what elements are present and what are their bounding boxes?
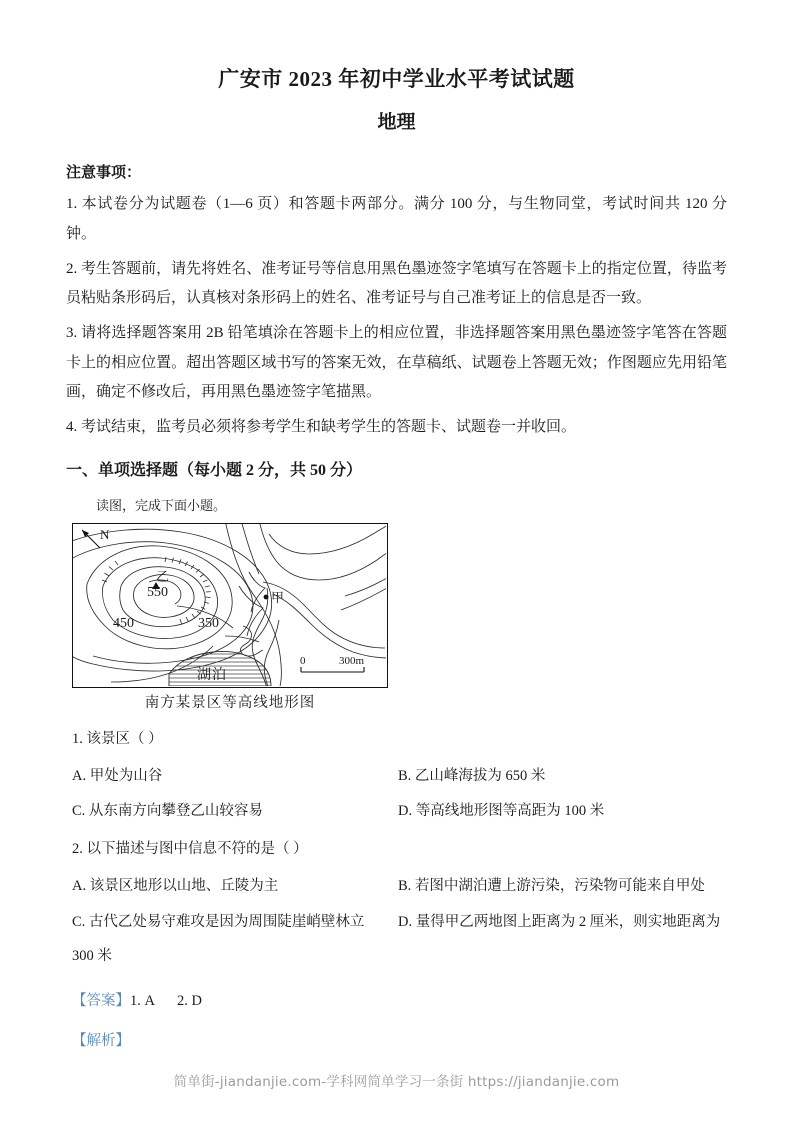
analysis-line [66,1016,727,1056]
point-label-jia: 甲 [271,590,285,606]
notice-item: 2. 考生答题前，请先将姓名、准考证号等信息用黑色墨迹签字笔填写在答题卡上的指定位置，待监考员粘贴条形码后，认真核对条形码上的姓名、准考证号与自己准考证上的信息是否一致。 [66,260,727,307]
option-1-C-key: C. [72,803,86,820]
option-2-D[interactable] [398,909,727,936]
compass-label: N [100,527,110,543]
answer-value-1: 1. A [130,993,155,1010]
question-stem-1: 1. 该景区（ ） [72,731,163,748]
option-1-D-text: 等高线地形图等高距为 100 米 [415,803,605,820]
question-1-options-row-2 [66,789,727,825]
scale-start-label: 0 [300,655,306,668]
contour-map-frame [72,523,388,688]
section-lead-in: 读图，完成下面小题。 [96,497,227,513]
option-2-D-key: D. [398,913,413,930]
option-2-B-text: 若图中湖泊遭上游污染，污染物可能来自甲处 [414,877,705,894]
page-title: 广安市 2023 年初中学业水平考试试题 [218,67,575,91]
answer-tag: 【答案】 [72,993,130,1010]
option-2-B[interactable] [398,873,727,900]
figure-caption: 南方某景区等高线地形图 [144,695,316,712]
notice-heading: 注意事项： [66,164,142,181]
section-heading: 一、单项选择题（每小题 2 分，共 50 分） [66,462,363,480]
option-2-A[interactable] [72,873,398,900]
option-1-B-key: B. [398,767,412,784]
document-content [66,0,727,1055]
answer-line [66,970,727,1016]
option-1-B-text: 乙山峰海拔为 650 米 [414,767,546,784]
contour-label-450: 450 [113,616,134,632]
option-1-B[interactable] [398,763,727,790]
question-2-options-row-2 [66,900,727,936]
footer-watermark: 简单街-jiandanjie.com-学科网简单学习一条街 https://jiandanjie.com [173,1074,620,1090]
option-1-D[interactable] [398,798,727,825]
option-1-A-text: 甲处为山谷 [89,767,163,784]
analysis-tag: 【解析】 [72,1032,130,1049]
option-2-A-text: 该景区地形以山地、丘陵为主 [89,877,279,894]
option-2-B-key: B. [398,877,412,894]
option-1-C-text: 从东南方向攀登乙山较容易 [88,803,263,820]
notice-item: 1. 本试卷分为试题卷（1—6 页）和答题卡两部分。满分 100 分，与生物同堂，考试时间共 120 分钟。 [66,196,727,242]
notice-list [66,184,727,442]
option-2-C-key: C. [72,913,86,930]
point-marker-jia [264,595,269,600]
contour-map-figure [66,517,727,715]
scale-end-label: 300m [339,655,365,668]
page-subtitle: 地理 [377,112,416,134]
option-1-A[interactable] [72,763,398,790]
answer-value-2: 2. D [176,993,202,1010]
question-2-options-row-1 [66,864,727,900]
option-2-C[interactable] [72,909,398,936]
option-2-C-text: 古代乙处易守难攻是因为周围陡崖峭壁林立 [88,913,365,930]
option-1-A-key: A. [72,767,87,784]
lake-label: 湖泊 [197,668,227,684]
notice-item: 4. 考试结束，监考员必须将参考学生和缺考学生的答题卡、试题卷一并收回。 [66,419,577,436]
option-2-D-text: 量得甲乙两地图上距离为 2 厘米，则实地距离为 [415,913,721,930]
question-stem-2: 2. 以下描述与图中信息不符的是（ ） [72,841,308,858]
option-2-A-key: A. [72,877,87,894]
contour-label-350: 350 [198,616,219,632]
option-1-C[interactable] [72,798,398,825]
question-1-options-row-1 [66,754,727,790]
compass-rose [82,530,100,548]
peak-label-yi: 乙 [156,569,170,585]
scale-bar [301,667,364,672]
notice-item: 3. 请将选择题答案用 2B 铅笔填涂在答题卡上的相应位置，非选择题答案用黑色墨迹签字笔答在答题卡上的相应位置。超出答题区域书写的答案无效，在草稿纸、试题卷上答题无效；作图题应先用铅笔画，确定不修改后，再用黑色墨迹签字笔描黑。 [66,325,727,400]
option-1-D-key: D. [398,803,413,820]
option-2-D-continuation: 300 米 [72,948,112,965]
contour-label-550: 550 [147,585,168,601]
